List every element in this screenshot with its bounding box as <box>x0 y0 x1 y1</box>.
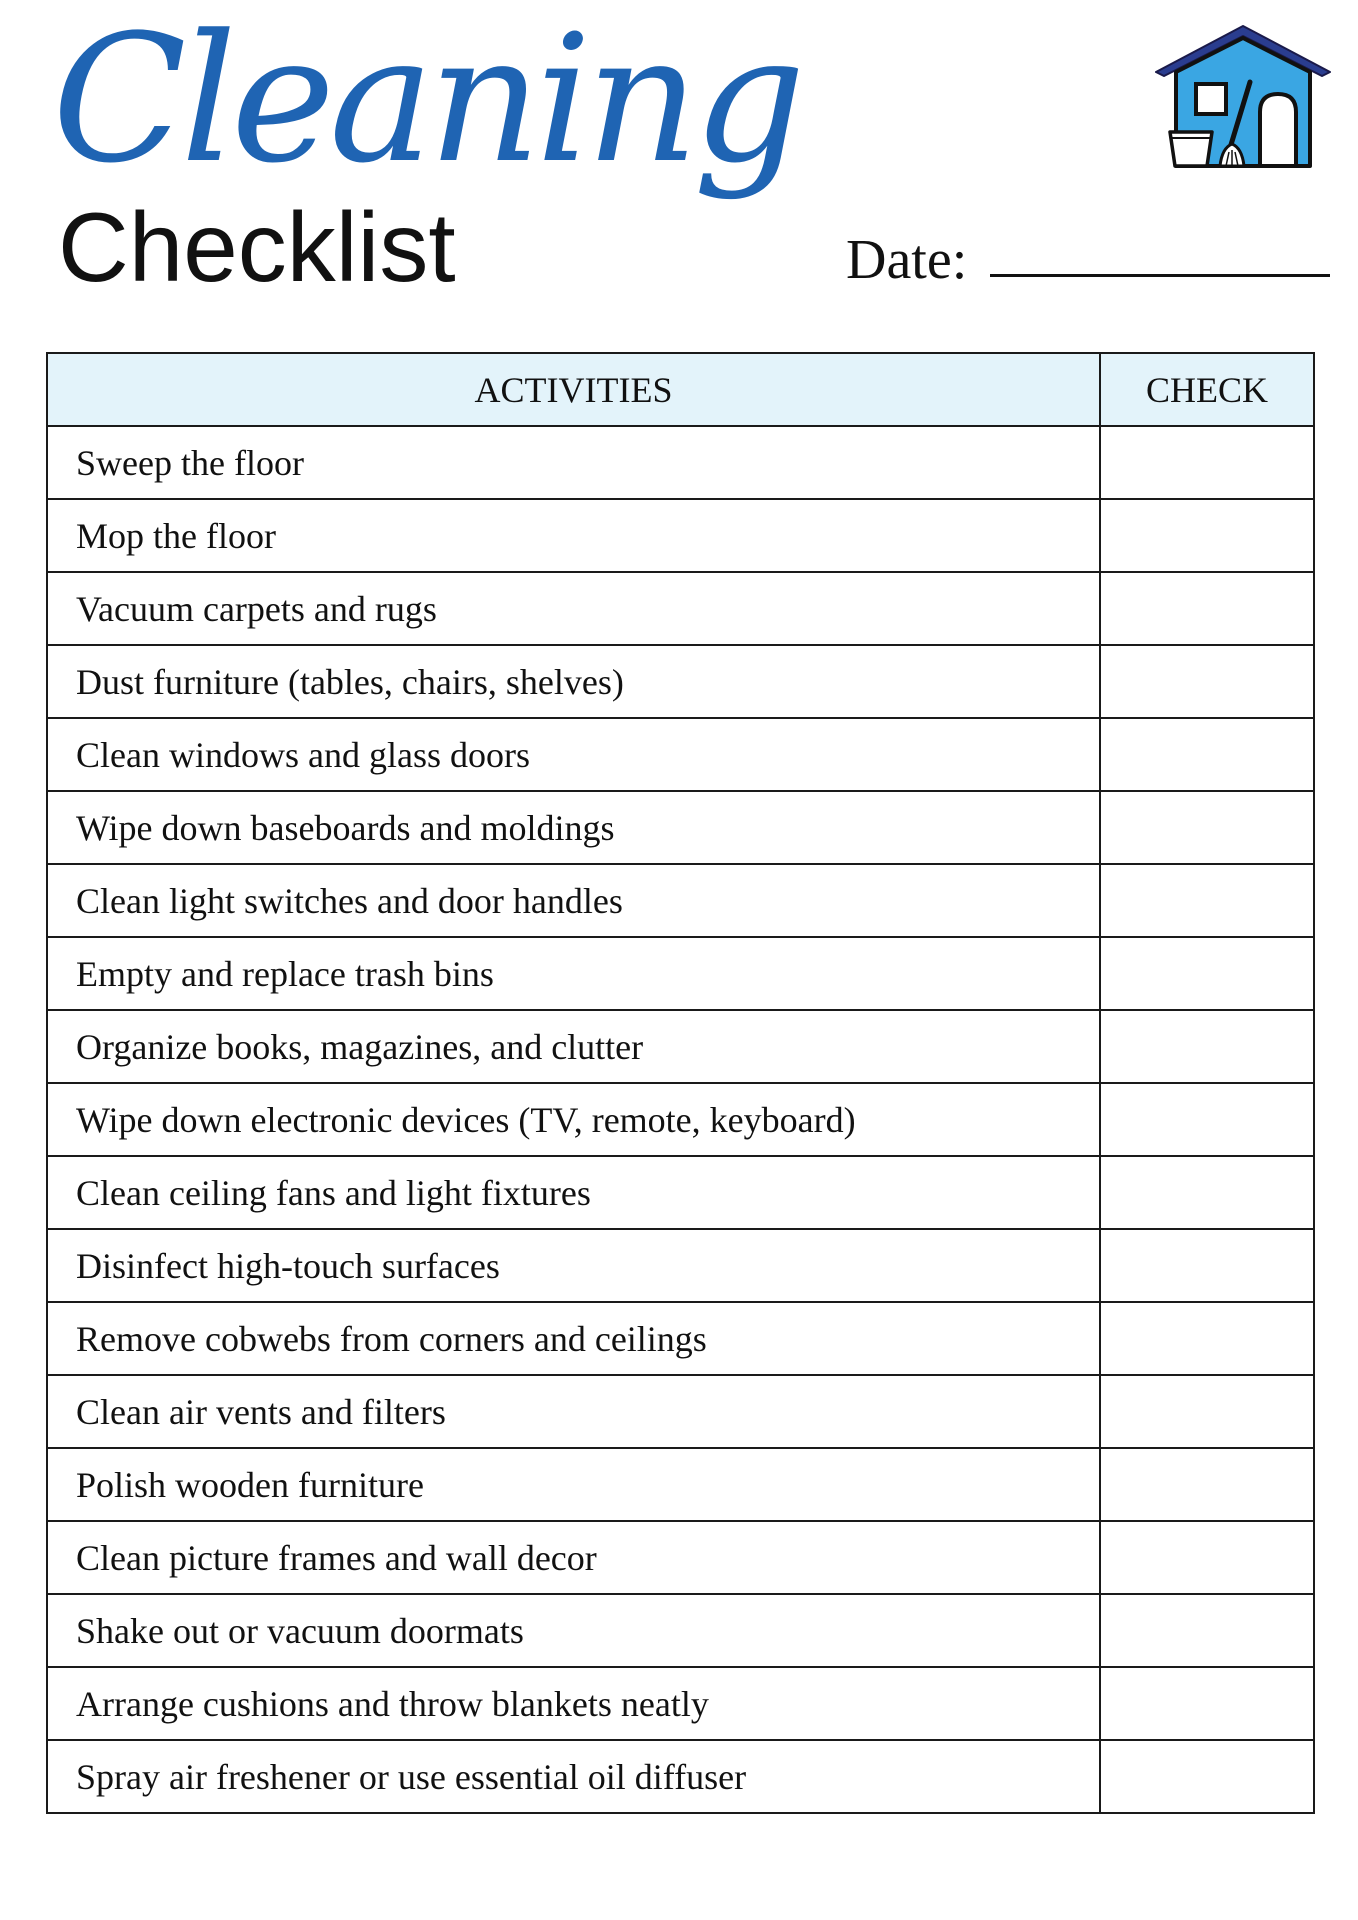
check-cell[interactable] <box>1100 791 1314 864</box>
check-cell[interactable] <box>1100 718 1314 791</box>
activity-cell: Organize books, magazines, and clutter <box>47 1010 1100 1083</box>
check-cell[interactable] <box>1100 1010 1314 1083</box>
activity-cell: Dust furniture (tables, chairs, shelves) <box>47 645 1100 718</box>
activity-cell: Wipe down baseboards and moldings <box>47 791 1100 864</box>
activity-cell: Clean ceiling fans and light fixtures <box>47 1156 1100 1229</box>
activity-cell: Remove cobwebs from corners and ceilings <box>47 1302 1100 1375</box>
check-cell[interactable] <box>1100 1229 1314 1302</box>
table-row <box>47 1740 1314 1813</box>
activity-cell: Vacuum carpets and rugs <box>47 572 1100 645</box>
activities-column-header: ACTIVITIES <box>47 353 1100 426</box>
activity-cell: Clean windows and glass doors <box>47 718 1100 791</box>
table-row <box>47 1594 1314 1667</box>
table-row <box>47 1667 1314 1740</box>
check-cell[interactable] <box>1100 1448 1314 1521</box>
house-cleaning-icon <box>1150 20 1336 180</box>
table-row <box>47 1156 1314 1229</box>
activity-cell: Clean picture frames and wall decor <box>47 1521 1100 1594</box>
activity-cell: Sweep the floor <box>47 426 1100 499</box>
activity-cell: Wipe down electronic devices (TV, remote, keyboard) <box>47 1083 1100 1156</box>
check-cell[interactable] <box>1100 1302 1314 1375</box>
table-row <box>47 1448 1314 1521</box>
table-row <box>47 1375 1314 1448</box>
check-cell[interactable] <box>1100 864 1314 937</box>
check-cell[interactable] <box>1100 1083 1314 1156</box>
table-row <box>47 1010 1314 1083</box>
table-row <box>47 499 1314 572</box>
table-row <box>47 645 1314 718</box>
table-row <box>47 1521 1314 1594</box>
date-input-line[interactable] <box>990 274 1330 277</box>
table-row <box>47 1083 1314 1156</box>
activity-cell: Empty and replace trash bins <box>47 937 1100 1010</box>
table-row <box>47 1302 1314 1375</box>
checklist-body <box>47 426 1314 1813</box>
activity-cell: Arrange cushions and throw blankets neatly <box>47 1667 1100 1740</box>
check-cell[interactable] <box>1100 1375 1314 1448</box>
page-subtitle: Checklist <box>58 192 456 302</box>
activity-cell: Clean light switches and door handles <box>47 864 1100 937</box>
check-cell[interactable] <box>1100 1667 1314 1740</box>
check-cell[interactable] <box>1100 1594 1314 1667</box>
check-cell[interactable] <box>1100 1156 1314 1229</box>
activity-cell: Spray air freshener or use essential oil diffuser <box>47 1740 1100 1813</box>
table-row <box>47 791 1314 864</box>
check-cell[interactable] <box>1100 1521 1314 1594</box>
activity-cell: Polish wooden furniture <box>47 1448 1100 1521</box>
table-header-row <box>47 353 1314 426</box>
page-title-script: Cleaning <box>52 0 800 202</box>
checklist-table <box>46 352 1315 1814</box>
activity-cell: Shake out or vacuum doormats <box>47 1594 1100 1667</box>
table-row <box>47 937 1314 1010</box>
date-label: Date: <box>846 229 968 291</box>
check-cell[interactable] <box>1100 499 1314 572</box>
check-cell[interactable] <box>1100 1740 1314 1813</box>
check-column-header: CHECK <box>1100 353 1314 426</box>
activity-cell: Clean air vents and filters <box>47 1375 1100 1448</box>
activity-cell: Disinfect high-touch surfaces <box>47 1229 1100 1302</box>
table-row <box>47 1229 1314 1302</box>
table-row <box>47 426 1314 499</box>
check-cell[interactable] <box>1100 645 1314 718</box>
check-cell[interactable] <box>1100 937 1314 1010</box>
check-cell[interactable] <box>1100 572 1314 645</box>
table-row <box>47 572 1314 645</box>
activity-cell: Mop the floor <box>47 499 1100 572</box>
check-cell[interactable] <box>1100 426 1314 499</box>
table-row <box>47 718 1314 791</box>
table-row <box>47 864 1314 937</box>
